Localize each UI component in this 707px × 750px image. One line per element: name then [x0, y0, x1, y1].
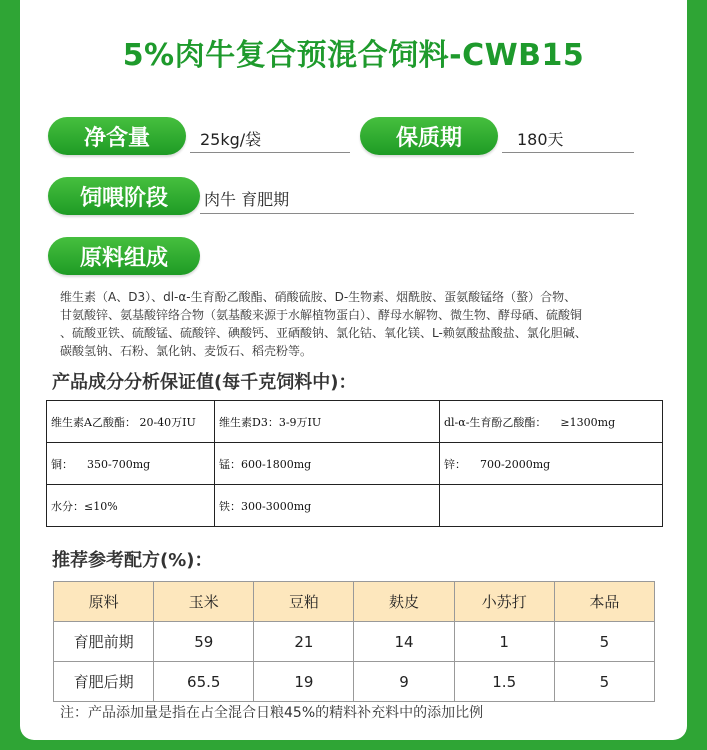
column-header: 麸皮 [354, 582, 454, 622]
table-row [47, 401, 663, 443]
table-cell: 14 [354, 622, 454, 662]
formula-table [53, 581, 655, 702]
table-cell: 5 [554, 662, 654, 702]
table-cell: 育肥前期 [54, 622, 154, 662]
analysis-cell [215, 443, 440, 485]
analysis-cell [440, 401, 663, 443]
analysis-label: 锰： [219, 457, 241, 471]
ingredients-line: 甘氨酸锌、氨基酸锌络合物（氨基酸来源于水解植物蛋白）、酵母水解物、微生物、酵母硒、硫酸铜 [60, 308, 583, 322]
ingredients-line: 碳酸氢钠、石粉、氯化钠、麦饭石、稻壳粉等。 [60, 344, 313, 358]
table-cell: 65.5 [154, 662, 254, 702]
analysis-cell [47, 485, 215, 527]
analysis-label: 铜： [51, 457, 73, 471]
ingredients-line: 维生素（A、D3）、dl-α-生育酚乙酸酯、硝酸硫胺、D-生物素、烟酰胺、蛋氨酸锰络（螯）合物、 [60, 290, 577, 304]
table-row [47, 485, 663, 527]
analysis-cell [440, 443, 663, 485]
ingredients-text [60, 288, 660, 360]
shelf-life-underline [502, 152, 634, 153]
footnote: 注：产品添加量是指在占全混合日粮45%的精料补充料中的添加比例 [60, 705, 484, 721]
ingredients-line: 、硫酸亚铁、硫酸锰、硫酸锌、碘酸钙、亚硒酸钠、氯化钴、氧化镁、L-赖氨酸盐酸盐、氯化胆碱、 [60, 326, 587, 340]
analysis-label: 锌： [444, 457, 466, 471]
analysis-label: 维生素A乙酸酯： [51, 415, 136, 429]
table-cell: 1.5 [454, 662, 554, 702]
analysis-cell [47, 401, 215, 443]
net-content-value: 25kg/袋 [200, 130, 262, 149]
analysis-cell [440, 485, 663, 527]
analysis-cell [215, 401, 440, 443]
analysis-value: 300-3000mg [241, 499, 312, 513]
shelf-life-value: 180天 [517, 130, 564, 149]
ingredients-label: 原料组成 [48, 237, 200, 275]
table-row [54, 662, 655, 702]
analysis-value: ≥1300mg [560, 415, 616, 429]
analysis-label: dl-α-生育酚乙酸酯： [444, 415, 547, 429]
analysis-label: 铁： [219, 499, 241, 513]
table-header-row [54, 582, 655, 622]
analysis-value: ≤10% [84, 499, 118, 513]
analysis-value: 700-2000mg [480, 457, 551, 471]
analysis-value: 20-40万IU [139, 415, 196, 429]
analysis-label: 水分： [51, 499, 84, 513]
table-row [47, 443, 663, 485]
analysis-cell [47, 443, 215, 485]
table-cell: 1 [454, 622, 554, 662]
analysis-cell [215, 485, 440, 527]
formula-title: 推荐参考配方(%)： [52, 550, 213, 571]
column-header: 原料 [54, 582, 154, 622]
column-header: 豆粕 [254, 582, 354, 622]
table-cell: 19 [254, 662, 354, 702]
column-header: 玉米 [154, 582, 254, 622]
net-content-underline [190, 152, 350, 153]
analysis-title: 产品成分分析保证值(每千克饲料中)： [52, 372, 357, 393]
net-content-label: 净含量 [48, 117, 186, 155]
feeding-stage-underline [200, 213, 634, 214]
analysis-value: 3-9万IU [278, 415, 322, 429]
shelf-life-label: 保质期 [360, 117, 498, 155]
column-header: 本品 [554, 582, 654, 622]
analysis-table [46, 400, 663, 527]
product-card [20, 0, 687, 740]
table-cell: 59 [154, 622, 254, 662]
table-cell: 9 [354, 662, 454, 702]
column-header: 小苏打 [454, 582, 554, 622]
analysis-label: 维生素D3： [219, 415, 279, 429]
feeding-stage-value: 肉牛 育肥期 [204, 190, 290, 209]
table-cell: 5 [554, 622, 654, 662]
table-cell: 21 [254, 622, 354, 662]
table-row [54, 622, 655, 662]
feeding-stage-label: 饲喂阶段 [48, 177, 200, 215]
analysis-value: 600-1800mg [241, 457, 312, 471]
analysis-value: 350-700mg [87, 457, 151, 471]
table-cell: 育肥后期 [54, 662, 154, 702]
page-title: 5%肉牛复合预混合饲料-CWB15 [122, 38, 585, 73]
